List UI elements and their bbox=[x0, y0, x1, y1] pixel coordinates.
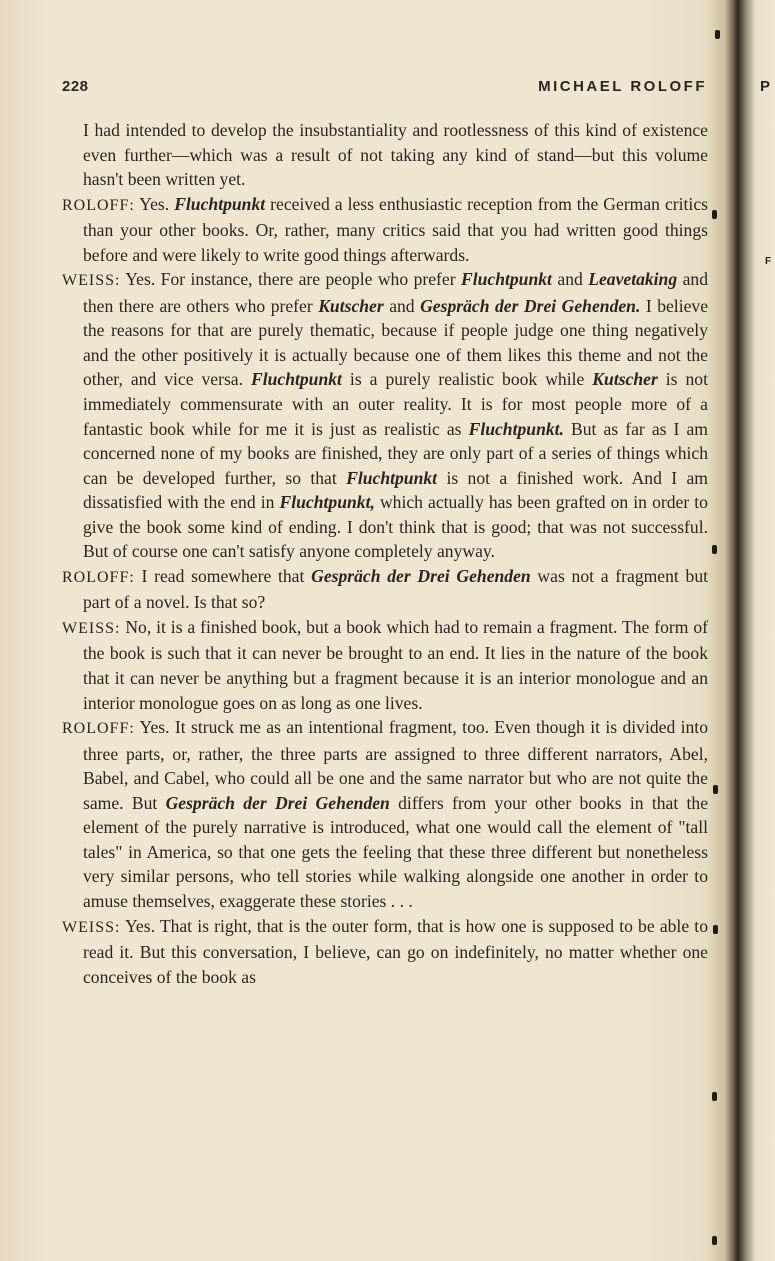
speaker-label: WEISS: bbox=[62, 619, 121, 637]
book-title-text: Fluchtpunkt bbox=[346, 467, 438, 488]
gutter-speck bbox=[712, 210, 717, 219]
page-number: 228 bbox=[62, 78, 89, 95]
paragraph bbox=[62, 715, 708, 913]
paragraph-text: is not a finished work. And I am dissatisfied with the end in bbox=[83, 467, 708, 513]
book-title-text: Fluchtpunkt bbox=[251, 369, 342, 390]
book-title-text: Fluchtpunkt, bbox=[279, 492, 375, 513]
paragraph-text: was not a fragment but part of a novel. Is that so? bbox=[83, 565, 709, 613]
book-title-text: Gespräch der Drei Gehenden. bbox=[420, 295, 641, 316]
speaker-label: ROLOFF: bbox=[62, 720, 135, 738]
book-title-text: Fluchtpunkt bbox=[461, 269, 552, 290]
speaker-label: ROLOFF: bbox=[62, 196, 135, 214]
book-title-text: Gespräch der Drei Gehenden bbox=[165, 792, 390, 813]
running-head: MICHAEL ROLOFF bbox=[538, 78, 707, 95]
paragraph-text: But as far as I am concerned none of my books are finished, they are only part of a series of things which can be developed further, so that bbox=[83, 418, 708, 488]
paragraph-text: I believe the reasons for that are purely thematic, because if people judge one thing negatively and the other positively it is actually because one of them likes this theme and not the other, and vice versa. bbox=[83, 295, 709, 390]
page-body-text bbox=[62, 118, 708, 989]
paragraph-text: I had intended to develop the insubstantiality and rootlessness of this kind of existence even further—which was a result of not taking any kind of stand—but this volume hasn't been written yet. bbox=[83, 120, 708, 190]
gutter-speck bbox=[712, 1236, 717, 1245]
paragraph-text: and then there are others who prefer bbox=[83, 269, 708, 316]
paragraph bbox=[62, 118, 708, 192]
paragraph bbox=[62, 564, 708, 615]
book-title-text: Kutscher bbox=[318, 295, 384, 316]
paragraph-text: and bbox=[551, 269, 589, 290]
paragraph-text: is not immediately commensurate with an outer reality. It is for most people more of a fantastic book while for me it is just as realistic as bbox=[83, 369, 708, 439]
paragraph bbox=[62, 615, 708, 715]
paragraph-text: I read somewhere that bbox=[134, 565, 312, 586]
book-title-text: Gespräch der Drei Gehenden bbox=[311, 565, 531, 586]
facing-page-letter: P bbox=[760, 78, 771, 95]
paragraph-text: Yes. For instance, there are people who prefer bbox=[120, 269, 461, 290]
page-header bbox=[62, 78, 707, 102]
paragraph-text: Yes. bbox=[134, 193, 175, 214]
paragraph bbox=[62, 914, 708, 990]
paragraph bbox=[62, 267, 708, 564]
facing-page-letter: F bbox=[765, 256, 772, 267]
book-title-text: Fluchtpunkt. bbox=[468, 418, 564, 439]
gutter-speck bbox=[712, 545, 717, 554]
gutter-speck bbox=[713, 785, 718, 794]
book-title-text: Leavetaking bbox=[588, 269, 678, 290]
paragraph-text: Yes. That is right, that is the outer form, that is how one is supposed to be able to read it. But this conversation, I believe, can go on indefinitely, no matter whether one conceives of the book as bbox=[83, 915, 708, 987]
paragraph-text: No, it is a finished book, but a book which had to remain a fragment. The form of the book is such that it can never be brought to an end. It lies in the nature of the book that it can never be anything but a fragment because it is an interior monologue and an interior monologue goes on as long as one lives. bbox=[83, 616, 708, 713]
gutter-speck bbox=[712, 1092, 717, 1101]
paragraph bbox=[62, 192, 708, 268]
paragraph-text: which actually has been grafted on in order to give the book some kind of ending. I don't think that is good; that was not successful. But of course one can't satisfy anyone completely anyway. bbox=[83, 492, 708, 562]
gutter-speck bbox=[715, 30, 720, 39]
speaker-label: WEISS: bbox=[62, 272, 121, 290]
paragraph-text: Yes. It struck me as an intentional fragment, too. Even though it is divided into three parts, or, rather, the three parts are assigned to three different narrators, Abel, Babel, and Cabel, who could all be one and the same narrator but who are not quite the same. But bbox=[83, 717, 708, 813]
book-title-text: Fluchtpunkt bbox=[174, 193, 266, 214]
speaker-label: WEISS: bbox=[62, 918, 121, 936]
paragraph-text: and bbox=[383, 295, 421, 316]
paragraph-text: received a less enthusiastic reception from the German critics than your other books. Or, rather, many critics said that you had written good things before and were likely to write good things afterwards. bbox=[83, 193, 708, 265]
gutter-speck bbox=[713, 925, 718, 934]
paragraph-text: is a purely realistic book while bbox=[341, 369, 593, 390]
speaker-label: ROLOFF: bbox=[62, 568, 135, 586]
book-title-text: Kutscher bbox=[592, 369, 658, 390]
paragraph-text: differs from your other books in that the element of the purely narrative is introduced, what one would call the element of "tall tales" in America, so that one gets the feeling that these three different but nonetheless very similar persons, who tell stories while walking alongside one another in order to amuse themselves, exaggerate these stories . . . bbox=[83, 792, 709, 911]
